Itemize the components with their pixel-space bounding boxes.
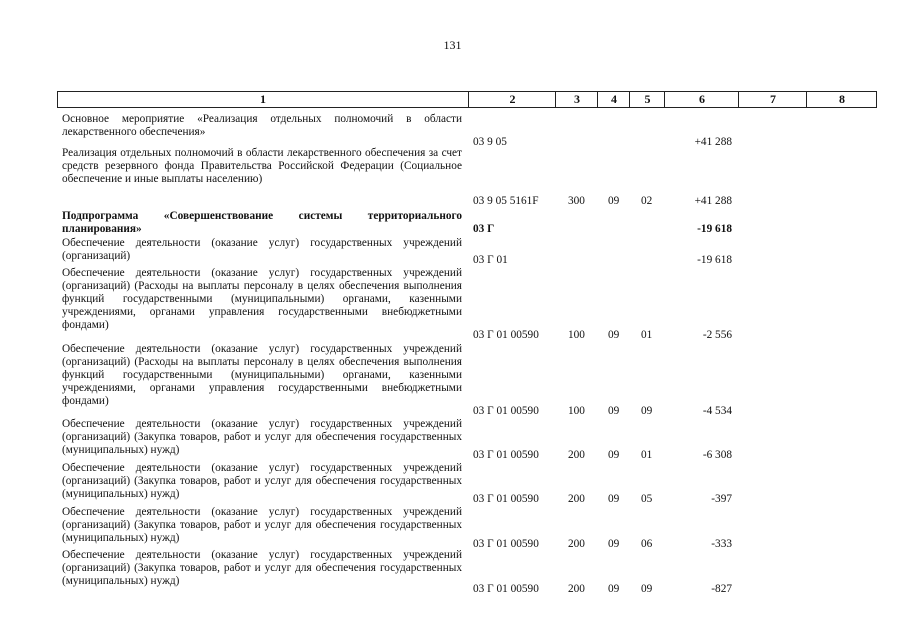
table-header — [57, 91, 877, 108]
row-col-5: 01 — [641, 329, 653, 341]
row-col-5: 05 — [641, 493, 653, 505]
row-col-5: 01 — [641, 449, 653, 461]
row-description: Обеспечение деятельности (оказание услуг) государственных учреждений (организаций) (Расходы на выплаты персоналу в целях обеспечения выполнения функций государственными (муниципальными) органами, казенными учреждениями, органами управления государственными внебюджетными фондами) — [62, 343, 462, 407]
row-code: 03 Г 01 00590 — [473, 538, 539, 550]
row-col-5: 09 — [641, 583, 653, 595]
row-col-3: 300 — [568, 195, 585, 207]
header-col-1: 1 — [260, 92, 266, 106]
row-col-3: 200 — [568, 538, 585, 550]
row-col-4: 09 — [608, 493, 620, 505]
row-code: 03 Г — [473, 223, 495, 235]
row-amount: -333 — [711, 538, 732, 550]
row-code: 03 9 05 — [473, 136, 507, 148]
row-amount: -19 618 — [697, 223, 732, 235]
row-col-4: 09 — [608, 195, 620, 207]
row-col-4: 09 — [608, 329, 620, 341]
header-col-5: 5 — [629, 92, 665, 107]
row-amount: +41 288 — [694, 195, 732, 207]
row-col-5: 02 — [641, 195, 653, 207]
row-amount: -827 — [711, 583, 732, 595]
row-code: 03 Г 01 00590 — [473, 449, 539, 461]
row-col-3: 100 — [568, 405, 585, 417]
row-description: Обеспечение деятельности (оказание услуг) государственных учреждений (организаций) (Закупка товаров, работ и услуг для обеспечения государственных (муниципальных) нужд) — [62, 549, 462, 587]
row-amount: -6 308 — [702, 449, 732, 461]
row-amount: -4 534 — [702, 405, 732, 417]
row-description: Подпрограмма «Совершенствование системы территориального планирования» — [62, 210, 462, 235]
header-col-2: 2 — [468, 92, 556, 107]
row-col-3: 200 — [568, 493, 585, 505]
row-amount: +41 288 — [694, 136, 732, 148]
header-col-3: 3 — [555, 92, 598, 107]
header-col-4: 4 — [597, 92, 630, 107]
row-col-3: 200 — [568, 583, 585, 595]
header-col-6: 6 — [664, 92, 739, 107]
row-description: Обеспечение деятельности (оказание услуг) государственных учреждений (организаций) (Закупка товаров, работ и услуг для обеспечения государственных (муниципальных) нужд) — [62, 462, 462, 500]
row-col-5: 09 — [641, 405, 653, 417]
row-description: Основное мероприятие «Реализация отдельных полномочий в области лекарственного обеспечения» — [62, 113, 462, 138]
row-amount: -2 556 — [702, 329, 732, 341]
row-description: Обеспечение деятельности (оказание услуг) государственных учреждений (организаций) — [62, 237, 462, 262]
row-col-4: 09 — [608, 538, 620, 550]
row-code: 03 Г 01 — [473, 254, 508, 266]
row-code: 03 Г 01 00590 — [473, 583, 539, 595]
row-col-3: 100 — [568, 329, 585, 341]
row-amount: -19 618 — [697, 254, 732, 266]
row-col-5: 06 — [641, 538, 653, 550]
row-col-4: 09 — [608, 583, 620, 595]
row-description: Обеспечение деятельности (оказание услуг) государственных учреждений (организаций) (Расходы на выплаты персоналу в целях обеспечения выполнения функций государственными (муниципальными) органами, казенными учреждениями, органами управления государственными внебюджетными фондами) — [62, 267, 462, 331]
row-amount: -397 — [711, 493, 732, 505]
row-col-4: 09 — [608, 405, 620, 417]
row-code: 03 Г 01 00590 — [473, 329, 539, 341]
row-code: 03 9 05 5161F — [473, 195, 539, 207]
row-code: 03 Г 01 00590 — [473, 405, 539, 417]
row-code: 03 Г 01 00590 — [473, 493, 539, 505]
row-description: Обеспечение деятельности (оказание услуг) государственных учреждений (организаций) (Закупка товаров, работ и услуг для обеспечения государственных (муниципальных) нужд) — [62, 506, 462, 544]
header-col-8: 8 — [806, 92, 877, 107]
page-number: 131 — [443, 38, 462, 52]
header-col-7: 7 — [738, 92, 807, 107]
row-col-3: 200 — [568, 449, 585, 461]
row-description: Обеспечение деятельности (оказание услуг) государственных учреждений (организаций) (Закупка товаров, работ и услуг для обеспечения государственных (муниципальных) нужд) — [62, 418, 462, 456]
row-description: Реализация отдельных полномочий в области лекарственного обеспечения за счет средств резервного фонда Правительства Российской Федерации (Социальное обеспечение и иные выплаты населению) — [62, 147, 462, 185]
row-col-4: 09 — [608, 449, 620, 461]
